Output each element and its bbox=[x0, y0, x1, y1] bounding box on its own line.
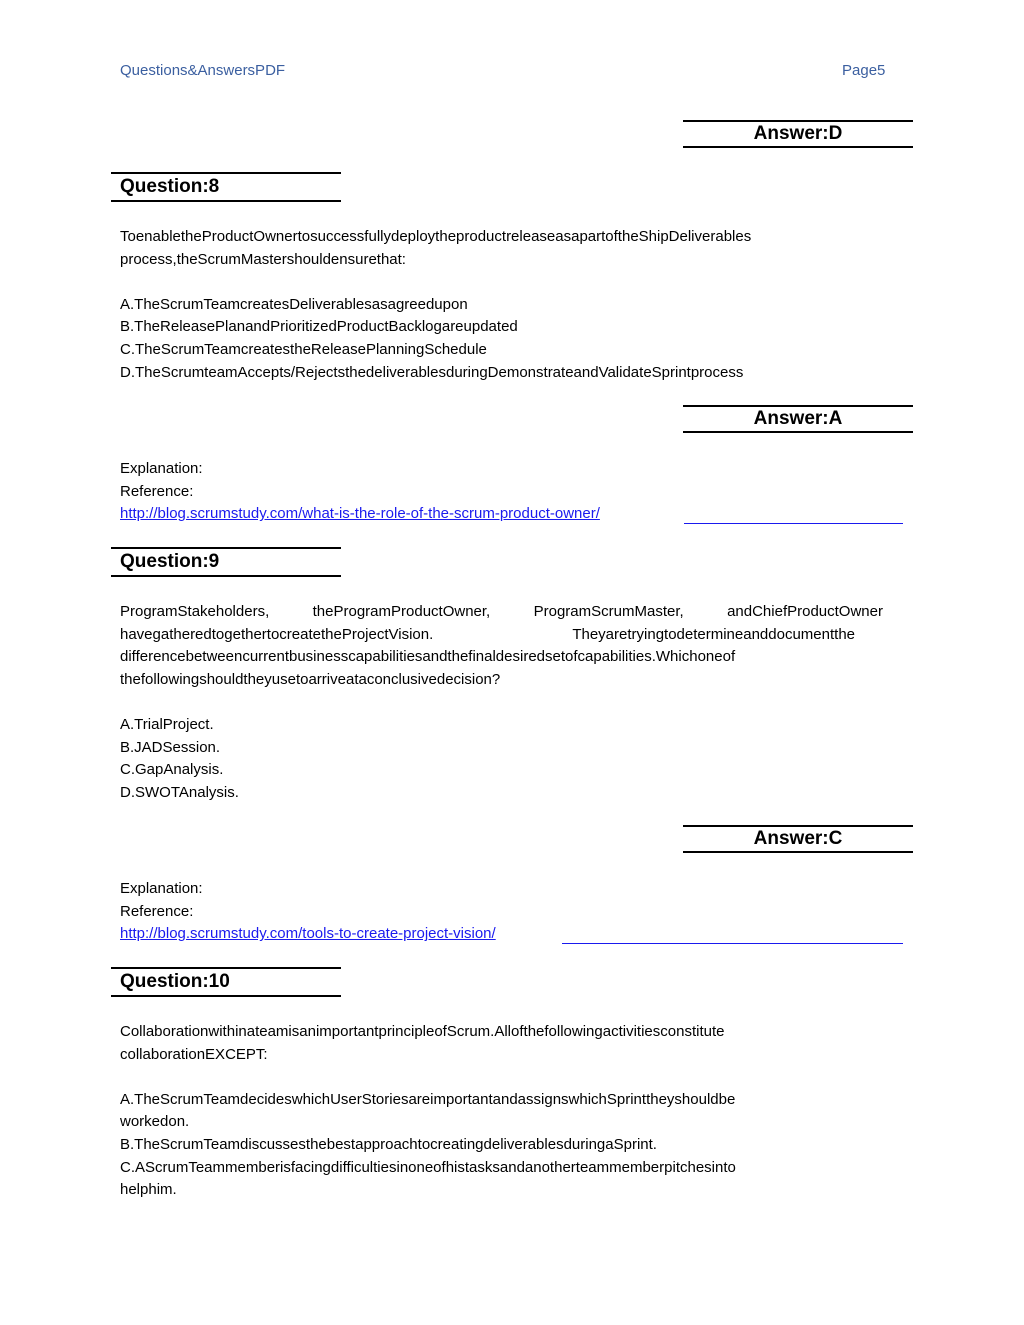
question-10-option-c-cont: helphim. bbox=[120, 1181, 177, 1199]
stem-word: ProgramStakeholders, bbox=[120, 603, 270, 620]
stem-word: Theyaretryingtodetermineanddocumentthe bbox=[572, 625, 855, 643]
question-10-option-a-cont: workedon. bbox=[120, 1113, 190, 1131]
answer-box-q9: Answer:C bbox=[683, 825, 913, 853]
link-underline-extension bbox=[684, 523, 903, 524]
question-9-body bbox=[120, 601, 883, 804]
answer-box-q8: Answer:A bbox=[683, 405, 913, 433]
question-10-heading: Question:10 bbox=[111, 967, 341, 997]
question-10-option-c: C.AScrumTeammemberisfacingdifficultiesinoneofhistasksandanotherteammemberpitchesinto bbox=[120, 1158, 736, 1176]
question-9-option-c: C.GapAnalysis. bbox=[120, 761, 224, 779]
question-9-stem-line bbox=[120, 624, 855, 647]
question-8-heading: Question:8 bbox=[111, 172, 341, 202]
question-8-option-a: A.TheScrumTeamcreatesDeliverablesasagreedupon bbox=[120, 295, 468, 313]
question-9-stem-line: differencebetweencurrentbusinesscapabilitiesandthefinaldesiredsetofcapabilities.Whichoneof bbox=[120, 648, 736, 666]
explanation-label: Explanation: bbox=[120, 460, 203, 477]
question-10-body bbox=[120, 1021, 736, 1202]
stem-word: andChiefProductOwner bbox=[727, 603, 883, 620]
question-10-stem-line: CollaborationwithinateamisanimportantprincipleofScrum.Allofthefollowingactivitiesconstitute bbox=[120, 1023, 725, 1040]
question-10-stem-line: collaborationEXCEPT: bbox=[120, 1045, 268, 1063]
question-9-explanation bbox=[120, 878, 496, 946]
question-8-stem-line: process,theScrumMastershouldensurethat: bbox=[120, 250, 406, 268]
question-8-body bbox=[120, 226, 751, 384]
question-9-option-d: D.SWOTAnalysis. bbox=[120, 783, 239, 801]
explanation-label: Explanation: bbox=[120, 880, 203, 897]
question-9-option-a: A.TrialProject. bbox=[120, 715, 214, 733]
stem-word: ProgramScrumMaster, bbox=[533, 603, 684, 620]
question-9-stem-line: thefollowingshouldtheyusetoarriveataconclusivedecision? bbox=[120, 670, 501, 688]
reference-link-q8[interactable]: http://blog.scrumstudy.com/what-is-the-role-of-the-scrum-product-owner/ bbox=[120, 505, 600, 523]
question-10-option-b: B.TheScrumTeamdiscussesthebestapproachtocreatingdeliverablesduringaSprint. bbox=[120, 1135, 657, 1153]
reference-label: Reference: bbox=[120, 902, 194, 920]
stem-word: havegatheredtogethertocreatetheProjectVision. bbox=[120, 625, 434, 643]
document-header-title: Questions&AnswersPDF bbox=[120, 62, 286, 79]
question-8-stem-line: ToenabletheProductOwnertosuccessfullydeploytheproductreleaseasapartoftheShipDeliverables bbox=[120, 228, 752, 245]
link-underline-extension bbox=[562, 943, 903, 944]
answer-box-q7: Answer:D bbox=[683, 120, 913, 148]
question-8-option-c: C.TheScrumTeamcreatestheReleasePlanningSchedule bbox=[120, 340, 487, 358]
question-9-heading: Question:9 bbox=[111, 547, 341, 577]
question-10-option-a: A.TheScrumTeamdecideswhichUserStoriesareimportantandassignswhichSprinttheyshouldbe bbox=[120, 1090, 736, 1108]
question-8-explanation bbox=[120, 458, 600, 526]
question-8-option-d: D.TheScrumteamAccepts/RejectsthedeliverablesduringDemonstrateandValidateSprintprocess bbox=[120, 363, 744, 381]
question-9-stem-line bbox=[120, 601, 883, 624]
reference-label: Reference: bbox=[120, 482, 194, 500]
page-number: Page5 bbox=[842, 62, 886, 79]
stem-word: theProgramProductOwner, bbox=[312, 603, 491, 620]
question-8-option-b: B.TheReleasePlanandPrioritizedProductBacklogareupdated bbox=[120, 318, 518, 336]
question-9-option-b: B.JADSession. bbox=[120, 738, 221, 756]
reference-link-q9[interactable]: http://blog.scrumstudy.com/tools-to-create-project-vision/ bbox=[120, 925, 496, 943]
